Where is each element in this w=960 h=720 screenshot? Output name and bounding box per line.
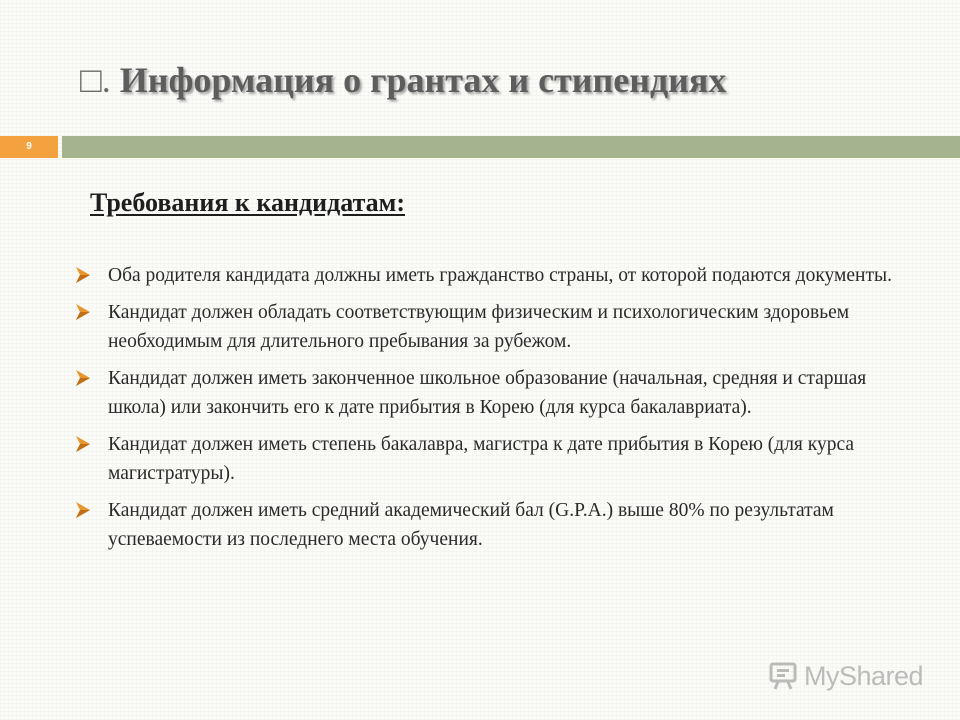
list-item-text: Оба родителя кандидата должны иметь гражданство страны, от которой подаются документы. xyxy=(108,265,892,286)
list-item-text: Кандидат должен обладать соответствующим физическим и психологическим здоровьем необходимым для длительного пребывания за рубежом. xyxy=(108,302,850,352)
header-bar xyxy=(62,136,960,158)
arrowhead-bullet-icon xyxy=(74,364,108,387)
list-item xyxy=(74,298,924,356)
requirements-list xyxy=(74,261,924,562)
list-item-text: Кандидат должен иметь степень бакалавра, магистра к дате прибытия в Корею (для курса магистратуры). xyxy=(108,434,855,484)
arrowhead-bullet-icon xyxy=(74,298,108,321)
list-item xyxy=(74,364,924,422)
list-item xyxy=(74,430,924,488)
myshared-watermark xyxy=(768,656,938,696)
arrowhead-bullet-icon xyxy=(74,430,108,453)
title-prefix: □. xyxy=(80,60,111,100)
arrowhead-bullet-icon xyxy=(74,261,108,284)
title-text: Информация о грантах и стипендиях xyxy=(119,60,727,100)
slide-number-badge: 9 xyxy=(0,136,58,158)
list-item xyxy=(74,496,924,554)
list-item xyxy=(74,261,924,290)
list-item-text: Кандидат должен иметь законченное школьное образование (начальная, средняя и старшая школа) или закончить его к дате прибытия в Корею (для курса бакалавриата). xyxy=(108,368,867,418)
watermark-text: MyShared xyxy=(804,660,924,691)
presentation-board-icon xyxy=(768,661,798,691)
list-item-text: Кандидат должен иметь средний академический бал (G.P.A.) выше 80% по результатам успеваемости из последнего места обучения. xyxy=(108,500,834,550)
requirements-heading: Требования к кандидатам: xyxy=(90,188,406,217)
slide-title xyxy=(80,50,900,110)
arrowhead-bullet-icon xyxy=(74,496,108,519)
